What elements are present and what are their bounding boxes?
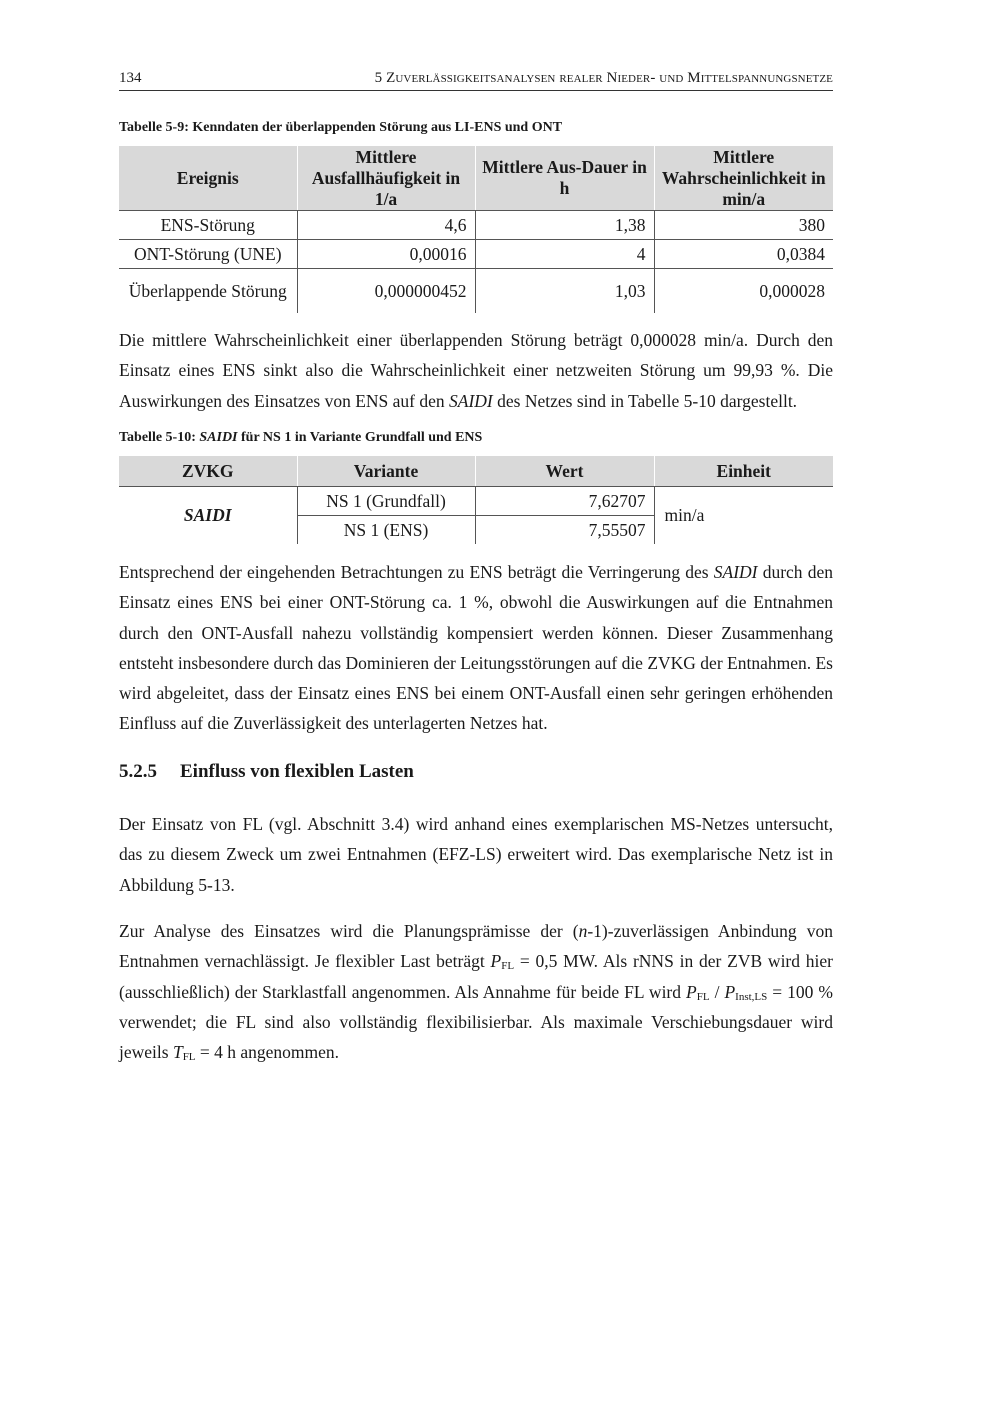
header-dauer: Mittlere Aus-Dauer in h <box>475 146 654 211</box>
cell-dauer: 1,38 <box>475 211 654 240</box>
paragraph-fl-intro <box>119 809 833 900</box>
running-title: 5 Zuverlässigkeitsanalysen realer Nieder- und Mittelspannungsnetze <box>374 70 833 86</box>
variable-p: P <box>686 981 697 1002</box>
paragraph-text: -1)-zuverlässigen Anbindung von Entnahmen vernachlässigt. Je flexibler Last beträgt <box>119 921 833 972</box>
paragraph-text: = 100 % verwendet; die FL sind also vollständig flexibilisierbar. Als maximale Verschiebungsdauer wird jeweils <box>119 981 833 1063</box>
variable-p: P <box>724 981 736 1002</box>
cell-einheit: min/a <box>664 505 705 525</box>
header-einheit: Einheit <box>654 456 833 487</box>
header-variante: Variante <box>297 456 475 487</box>
paragraph-text: Zur Analyse des Einsatzes wird die Planungsprämisse der ( <box>119 921 579 941</box>
table-caption-5-9: Tabelle 5-9: Kenndaten der überlappenden Störung aus LI-ENS und ONT <box>119 120 563 135</box>
paragraph-text: Entsprechend der eingehenden Betrachtungen zu ENS beträgt die Verringerung des <box>119 562 714 582</box>
cell-dauer: 4 <box>475 240 654 269</box>
header-zvkg: ZVKG <box>119 456 297 487</box>
variable-t: T <box>172 1042 183 1063</box>
section-heading <box>119 761 414 783</box>
header-wert: Wert <box>475 456 654 487</box>
paragraph-text: = 0,5 MW. Als rNNS in der ZVB wird hier (ausschließlich) der Starklastfall angenommen. Als Annahme für beide FL wird <box>119 951 834 1002</box>
table-header-row <box>119 456 833 487</box>
paragraph-fl-analysis <box>119 916 833 1067</box>
cell-zvkg: SAIDI <box>119 487 297 545</box>
subscript-fl: FL <box>696 990 710 1003</box>
cell-variante: NS 1 (ENS) <box>297 516 475 545</box>
cell-ereignis: Überlappende Störung <box>119 269 297 314</box>
paragraph-text: = 4 h angenommen. <box>195 1042 340 1063</box>
cell-ereignis: ENS-Störung <box>119 211 297 240</box>
cell-haeufigkeit: 4,6 <box>297 211 475 240</box>
cell-wahrscheinlichkeit: 0,000028 <box>759 280 825 301</box>
header-haeufigkeit: Mittlere Ausfallhäufigkeit in 1/a <box>297 146 475 211</box>
cell-haeufigkeit: 0,00016 <box>297 240 475 269</box>
table-5-9 <box>119 146 833 313</box>
subscript-fl: FL <box>501 960 515 973</box>
header-ereignis: Ereignis <box>119 146 297 211</box>
table-caption-5-10 <box>119 430 482 446</box>
cell-wahrscheinlichkeit: 380 <box>654 211 833 240</box>
cell-haeufigkeit: 0,000000452 <box>297 269 475 314</box>
paragraph-ens-analysis <box>119 557 833 739</box>
table-row <box>119 487 833 516</box>
cell-variante: NS 1 (Grundfall) <box>297 487 475 516</box>
table-row <box>119 211 833 240</box>
caption-suffix: für NS 1 in Variante Grundfall und ENS <box>237 430 483 445</box>
section-title: Einfluss von flexiblen Lasten <box>180 761 414 782</box>
paragraph-text: durch den Einsatz eines ENS bei einer ONT-Störung ca. 1 %, obwohl die Auswirkungen auf die Entnahmen durch den ONT-Ausfall nahezu vollständig kompensiert werden können. Dieser Zusammenhang entsteht insbesondere durch das Dominieren der Leitungsstörungen auf die ZVKG der Entnahmen. Es wird abgeleitet, dass der Einsatz eines ENS bei einem ONT-Ausfall einen sehr geringen erhöhenden Einfluss auf die Zuverlässigkeit des unterlagerten Netzes hat. <box>119 562 833 734</box>
caption-saidi: SAIDI <box>199 430 238 445</box>
cell-ereignis: ONT-Störung (UNE) <box>119 240 297 269</box>
cell-dauer: 1,03 <box>475 269 654 314</box>
table-header-row <box>119 146 833 211</box>
page-number: 134 <box>119 70 142 86</box>
paragraph-text: Der Einsatz von FL (vgl. Abschnitt 3.4) wird anhand eines exemplarischen MS-Netzes untersucht, das zu diesem Zweck um zwei Entnahmen (EFZ-LS) erweitert wird. Das exemplarische Netz ist in Abbildung 5-13. <box>119 814 833 895</box>
saidi-term: SAIDI <box>449 390 493 411</box>
variable-n: n <box>578 921 588 941</box>
caption-prefix: Tabelle 5-10: <box>119 430 200 445</box>
paragraph-text: Die mittlere Wahrscheinlichkeit einer überlappenden Störung beträgt 0,000028 min/a. Durch den Einsatz eines ENS sinkt also die Wahrscheinlichkeit einer netzweiten Störung um 99,93 %. Die Auswirkungen des Einsatzes von ENS auf den <box>119 330 833 411</box>
page-header <box>119 68 833 91</box>
subscript-fl: FL <box>182 1051 196 1064</box>
header-wahrscheinlichkeit: Mittlere Wahrscheinlichkeit in min/a <box>654 146 833 211</box>
table-row <box>119 269 833 314</box>
paragraph-text: des Netzes sind in Tabelle 5-10 dargestellt. <box>492 390 798 411</box>
section-number: 5.2.5 <box>119 761 157 782</box>
cell-wert: 7,55507 <box>475 516 654 545</box>
table-row <box>119 240 833 269</box>
variable-p: P <box>490 951 502 972</box>
paragraph-probability <box>119 325 833 416</box>
saidi-term: SAIDI <box>713 562 758 582</box>
subscript-inst-ls: Inst,LS <box>735 990 768 1003</box>
cell-wert: 7,62707 <box>475 487 654 516</box>
paragraph-text: / <box>709 981 725 1002</box>
table-5-10 <box>119 456 833 544</box>
cell-wahrscheinlichkeit: 0,0384 <box>654 240 833 269</box>
